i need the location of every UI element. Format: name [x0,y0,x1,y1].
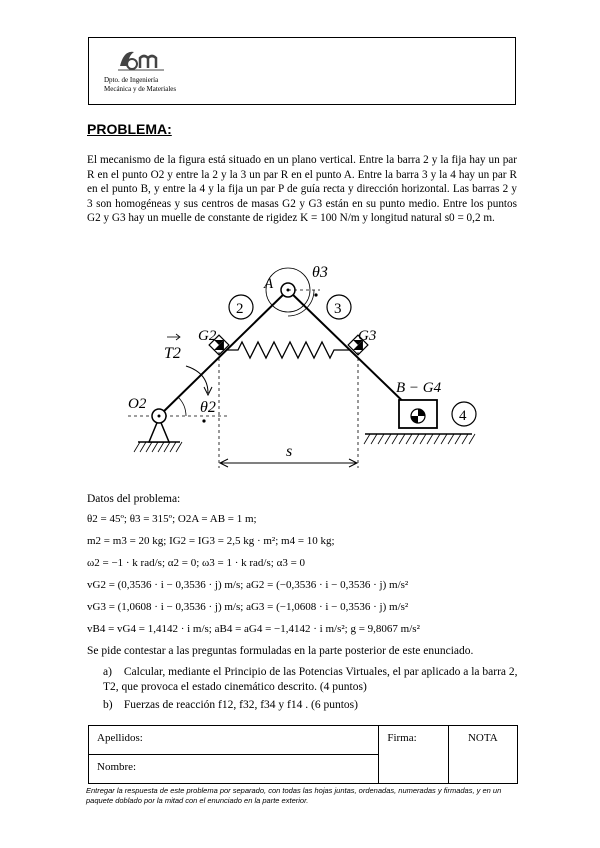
firma-label: Firma: [387,732,417,744]
label-bar4: 4 [459,408,467,424]
question-b-label: b) [103,699,113,711]
question-b [103,698,518,713]
question-b-text: Fuerzas de reacción f12, f32, f34 y f14 . (6 puntos) [123,699,358,711]
footer-note: Entregar la respuesta de este problema por separado, con todas las hojas juntas, ordenadas, numeradas y firmadas, y en un paquete doblado por la mitad con el enunciado en la parte exterior. [86,786,502,805]
label-g2: G2 [198,328,217,344]
spring [227,342,350,358]
label-o2: O2 [128,396,147,412]
instructions: Se pide contestar a las preguntas formuladas en la parte posterior de este enunciado. [87,645,474,657]
mechanism-diagram [120,258,490,483]
data-heading: Datos del problema: [87,493,181,505]
apellidos-field[interactable] [89,726,379,755]
label-bar2: 2 [236,301,244,317]
nombre-label: Nombre: [97,761,137,773]
answer-box [88,725,518,784]
department-logo [114,44,170,74]
dept-line-1: Dpto. de Ingeniería [104,76,159,84]
equation-6: vB4 = vG4 = 1,4142 · i m/s; aB4 = aG4 = −1,4142 · i m/s²; g = 9,8067 m/s² [87,623,420,635]
label-theta2: θ2 [200,399,216,416]
label-bar3: 3 [334,301,342,317]
label-g3: G3 [358,328,377,344]
question-a-text: Calcular, mediante el Principio de las Potencias Virtuales, el par aplicado a la barra 2, T2, que provoca el estado cinemático descrito. (4 puntos) [103,666,518,693]
question-a-label: a) [103,666,112,678]
nota-field [448,726,517,784]
label-t2: T2 [164,345,181,362]
ground-guide [364,434,475,444]
label-s: s [286,443,293,460]
problem-statement: El mecanismo de la figura está situado en un plano vertical. Entre la barra 2 y la fija hay un par R en el punto O2 y entre la 2 y la 3 un par R en el punto A. Entre la barra 3 y la 4 hay un par R en el punto B, y entre la 4 y la fija un par P de guía recta y dirección horizontal. Las barras 2 y 3 son homogéneas y sus centros de masas G2 y G3 están en su punto medio. Entre los puntos G2 y G3 hay un muelle de constante de rigidez K = 100 N/m y longitud natural s0 = 0,2 m. [87,154,517,224]
equation-3: ω2 = −1 · k rad/s; α2 = 0; ω3 = 1 · k rad/s; α3 = 0 [87,557,306,569]
nombre-field[interactable] [89,755,379,784]
equation-1: θ2 = 45º; θ3 = 315º; O2A = AB = 1 m; [87,513,257,525]
equation-4: vG2 = (0,3536 · i − 0,3536 · j) m/s; aG2 = (−0,3536 · i − 0,3536 · j) m/s² [87,579,409,591]
label-theta3: θ3 [312,264,328,281]
firma-field[interactable] [379,726,448,784]
label-a: A [264,276,274,292]
nota-label: NOTA [467,732,498,744]
equation-2: m2 = m3 = 20 kg; IG2 = IG3 = 2,5 kg · m²; m4 = 10 kg; [87,535,335,547]
apellidos-label: Apellidos: [97,732,143,744]
label-b-g4: B − G4 [396,380,442,396]
department-name [104,76,176,94]
question-a [103,665,518,695]
equation-5: vG3 = (1,0608 · i − 0,3536 · j) m/s; aG3 = (−1,0608 · i − 0,3536 · j) m/s² [87,601,409,613]
problem-title: PROBLEMA: [87,121,172,137]
dept-line-2: Mecánica y de Materiales [104,85,177,93]
ground-o2 [134,442,182,452]
